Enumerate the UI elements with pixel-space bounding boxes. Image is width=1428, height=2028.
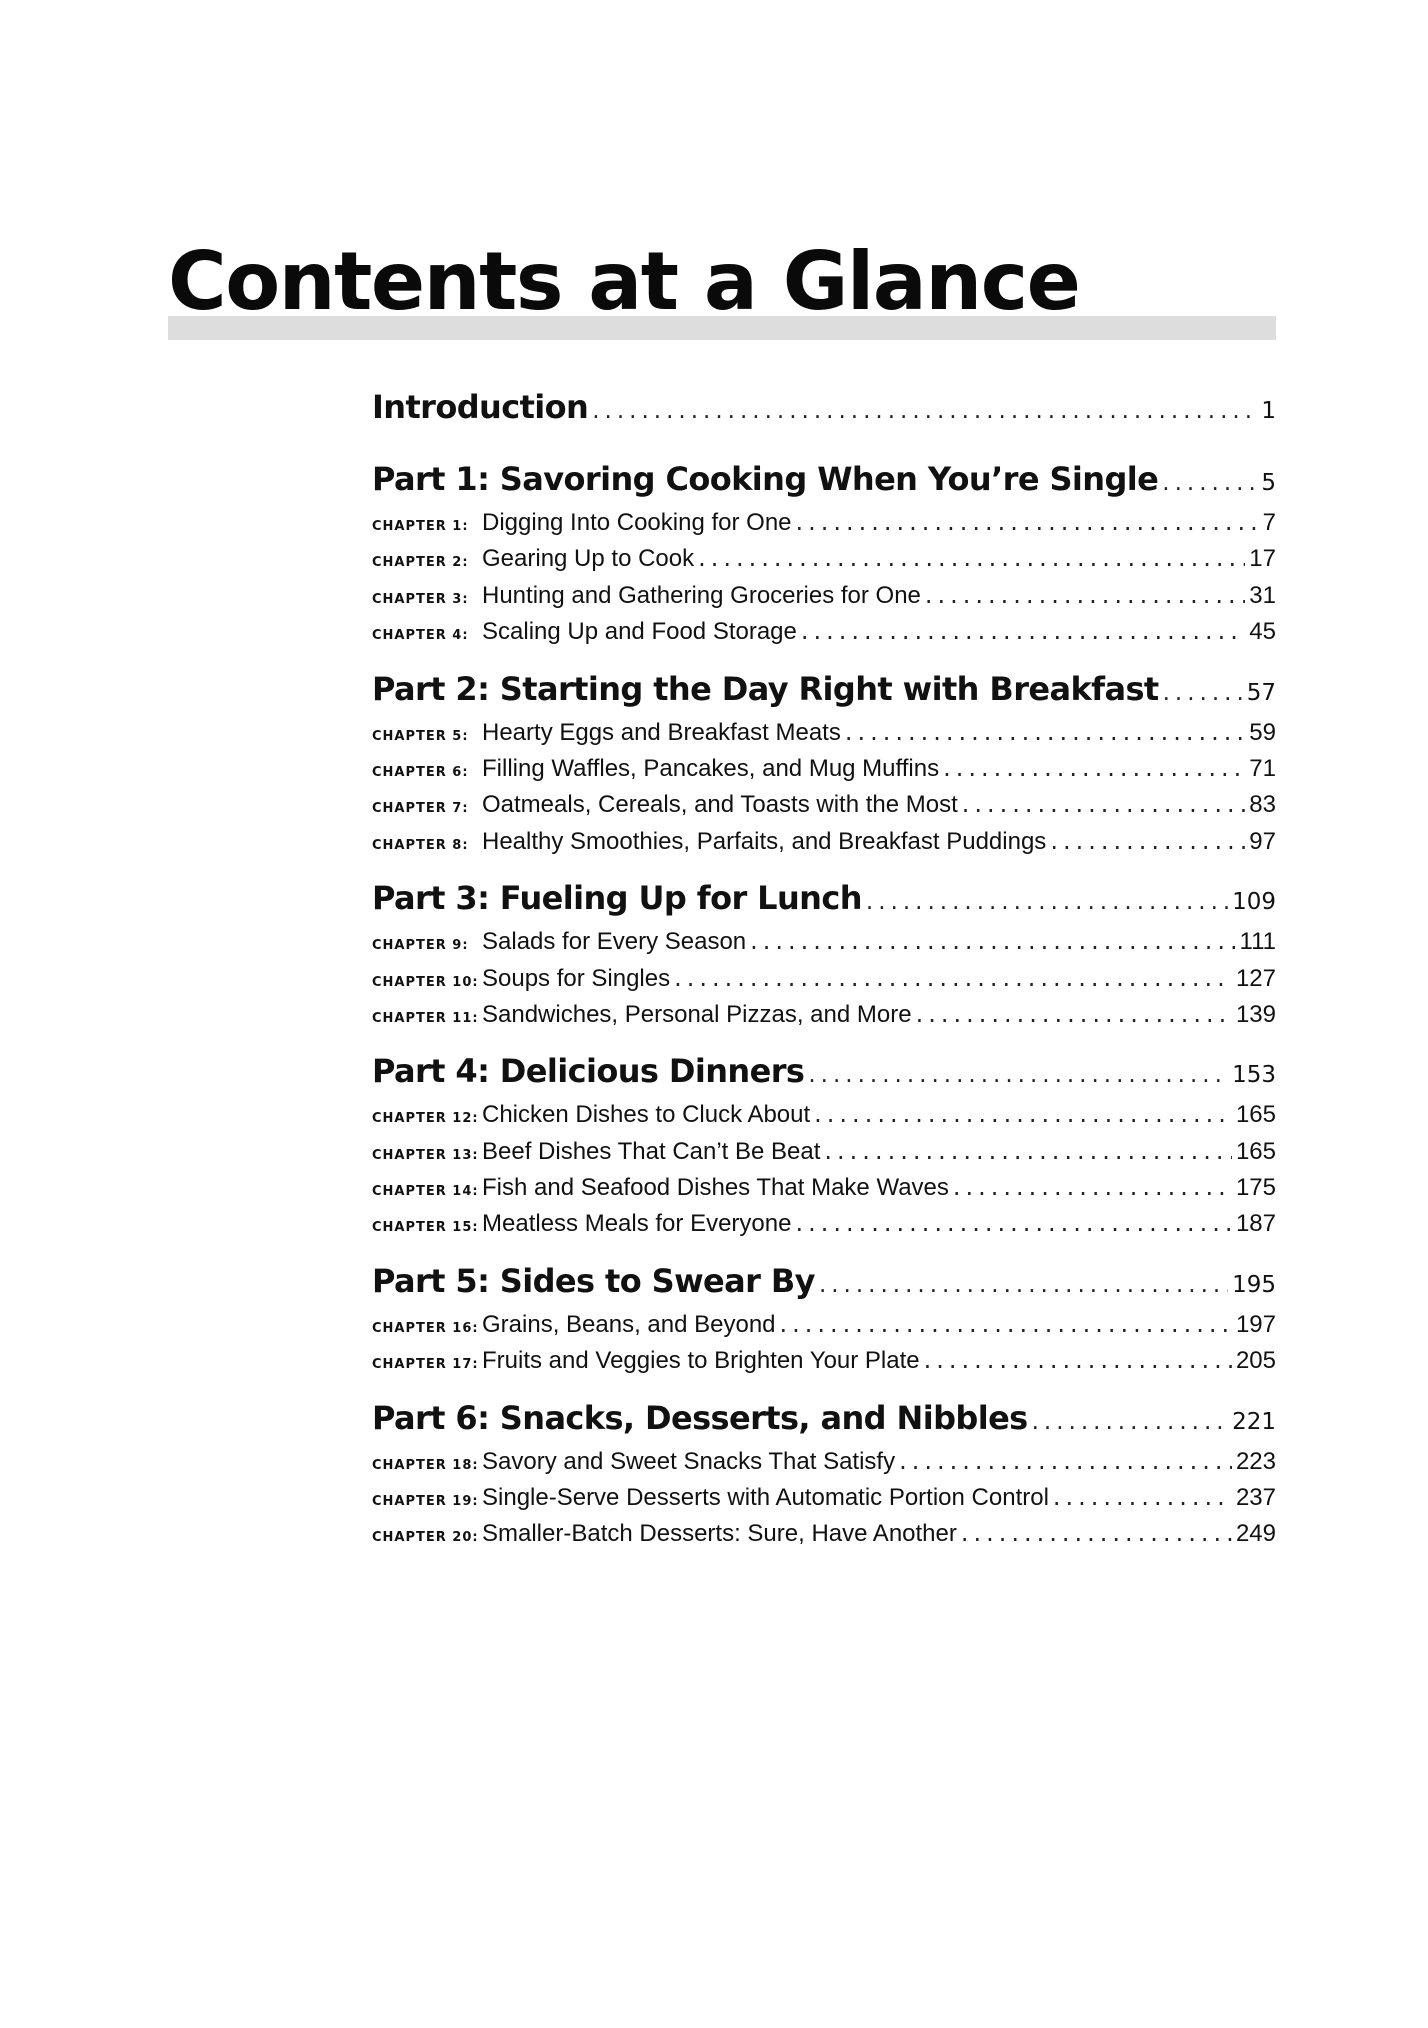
chapter-title: Smaller-Batch Desserts: Sure, Have Another bbox=[482, 1520, 957, 1548]
chapter-label: CHAPTER 11: bbox=[372, 1010, 479, 1026]
dot-leader bbox=[925, 581, 1245, 609]
chapter-page-number: 197 bbox=[1235, 1310, 1276, 1338]
chapter-page-number: 139 bbox=[1235, 1000, 1276, 1028]
toc-chapter-row[interactable] bbox=[372, 1483, 1276, 1519]
dot-leader bbox=[824, 1137, 1232, 1165]
toc-chapter-row[interactable] bbox=[372, 544, 1276, 580]
dot-leader bbox=[899, 1447, 1232, 1475]
dot-leader bbox=[819, 1272, 1228, 1298]
part-title: Part 2: Starting the Day Right with Breakfast bbox=[372, 669, 1159, 708]
chapter-title: Beef Dishes That Can’t Be Beat bbox=[482, 1137, 821, 1165]
toc-part-1[interactable] bbox=[372, 460, 1276, 508]
chapter-title: Hunting and Gathering Groceries for One bbox=[482, 581, 921, 609]
toc-chapter-row[interactable] bbox=[372, 790, 1276, 826]
dot-leader bbox=[866, 889, 1228, 915]
toc-chapter-row[interactable] bbox=[372, 1173, 1276, 1209]
part-page-number: 5 bbox=[1261, 470, 1276, 496]
toc-part-4[interactable] bbox=[372, 1052, 1276, 1100]
dot-leader bbox=[801, 617, 1245, 645]
dot-leader bbox=[796, 508, 1259, 536]
chapter-page-number: 165 bbox=[1235, 1137, 1276, 1165]
chapter-label: CHAPTER 15: bbox=[372, 1220, 479, 1236]
chapter-title: Scaling Up and Food Storage bbox=[482, 618, 797, 646]
dot-leader bbox=[943, 754, 1245, 782]
toc-chapter-row[interactable] bbox=[372, 1137, 1276, 1173]
chapter-label: CHAPTER 20: bbox=[372, 1530, 479, 1546]
dot-leader bbox=[1053, 1483, 1232, 1511]
chapter-title: Healthy Smoothies, Parfaits, and Breakfast Puddings bbox=[482, 827, 1047, 855]
toc-parts bbox=[372, 460, 1276, 1556]
dot-leader bbox=[750, 927, 1235, 955]
toc-chapter-row[interactable] bbox=[372, 1100, 1276, 1136]
toc-part-6[interactable] bbox=[372, 1399, 1276, 1447]
dot-leader bbox=[953, 1173, 1232, 1201]
chapter-title: Hearty Eggs and Breakfast Meats bbox=[482, 718, 841, 746]
toc-introduction[interactable] bbox=[372, 388, 1276, 444]
page-title: Contents at a Glance bbox=[168, 235, 1080, 328]
toc-part-2[interactable] bbox=[372, 670, 1276, 718]
part-page-number: 109 bbox=[1232, 889, 1276, 916]
dot-leader bbox=[916, 1000, 1232, 1028]
dot-leader bbox=[1163, 680, 1243, 706]
chapter-page-number: 97 bbox=[1249, 827, 1276, 855]
dot-leader bbox=[1032, 1409, 1228, 1435]
chapter-title: Soups for Singles bbox=[482, 964, 671, 992]
toc-introduction-page: 1 bbox=[1261, 398, 1276, 424]
toc-chapter-row[interactable] bbox=[372, 617, 1276, 653]
part-title: Part 5: Sides to Swear By bbox=[372, 1261, 815, 1300]
chapter-title: Meatless Meals for Everyone bbox=[482, 1210, 792, 1238]
chapter-page-number: 71 bbox=[1249, 754, 1276, 782]
chapter-label: CHAPTER 5: bbox=[372, 728, 469, 744]
toc-chapter-row[interactable] bbox=[372, 1447, 1276, 1483]
chapter-title: Chicken Dishes to Cluck About bbox=[482, 1101, 811, 1129]
dot-leader bbox=[795, 1209, 1231, 1237]
chapter-title: Oatmeals, Cereals, and Toasts with the Most bbox=[482, 791, 958, 819]
dot-leader bbox=[698, 544, 1245, 572]
chapter-title: Digging Into Cooking for One bbox=[482, 509, 792, 536]
dot-leader bbox=[962, 790, 1246, 818]
toc-chapter-row[interactable] bbox=[372, 827, 1276, 863]
part-title: Part 1: Savoring Cooking When You’re Single bbox=[372, 460, 1159, 498]
chapter-title: Fish and Seafood Dishes That Make Waves bbox=[482, 1174, 949, 1202]
chapter-page-number: 187 bbox=[1235, 1210, 1276, 1238]
dot-leader bbox=[1050, 827, 1245, 855]
chapter-page-number: 31 bbox=[1249, 581, 1276, 609]
chapter-label: CHAPTER 13: bbox=[372, 1147, 479, 1163]
dot-leader bbox=[814, 1100, 1232, 1128]
dot-leader bbox=[961, 1519, 1232, 1547]
toc-chapter-row[interactable] bbox=[372, 508, 1276, 544]
part-title: Part 4: Delicious Dinners bbox=[372, 1052, 805, 1091]
chapter-label: CHAPTER 1: bbox=[372, 519, 469, 534]
chapter-page-number: 7 bbox=[1262, 509, 1276, 536]
toc-chapter-row[interactable] bbox=[372, 581, 1276, 617]
chapter-label: CHAPTER 17: bbox=[372, 1357, 479, 1373]
toc-chapter-row[interactable] bbox=[372, 964, 1276, 1000]
chapter-title: Salads for Every Season bbox=[482, 928, 747, 956]
part-title: Part 6: Snacks, Desserts, and Nibbles bbox=[372, 1398, 1028, 1437]
chapter-title: Filling Waffles, Pancakes, and Mug Muffins bbox=[482, 754, 940, 782]
toc-introduction-title: Introduction bbox=[372, 388, 589, 426]
chapter-page-number: 59 bbox=[1249, 718, 1276, 746]
chapter-title: Single-Serve Desserts with Automatic Portion Control bbox=[482, 1484, 1049, 1512]
chapter-page-number: 205 bbox=[1235, 1347, 1276, 1375]
chapter-label: CHAPTER 9: bbox=[372, 938, 469, 954]
chapter-title: Grains, Beans, and Beyond bbox=[482, 1310, 776, 1338]
chapter-label: CHAPTER 7: bbox=[372, 801, 469, 817]
chapter-label: CHAPTER 2: bbox=[372, 555, 469, 571]
chapter-label: CHAPTER 8: bbox=[372, 837, 469, 853]
dot-leader bbox=[780, 1310, 1232, 1338]
title-block bbox=[168, 235, 1276, 342]
chapter-page-number: 111 bbox=[1239, 928, 1276, 956]
chapter-label: CHAPTER 6: bbox=[372, 764, 469, 780]
chapter-page-number: 237 bbox=[1235, 1484, 1276, 1512]
toc-part-5[interactable] bbox=[372, 1262, 1276, 1310]
dot-leader bbox=[845, 718, 1245, 746]
chapter-page-number: 127 bbox=[1235, 964, 1276, 992]
toc-part-3[interactable] bbox=[372, 879, 1276, 927]
toc-chapter-row[interactable] bbox=[372, 1000, 1276, 1036]
toc-chapter-row[interactable] bbox=[372, 1346, 1276, 1382]
dot-leader bbox=[924, 1346, 1232, 1374]
chapter-page-number: 83 bbox=[1249, 791, 1276, 819]
chapter-page-number: 223 bbox=[1235, 1447, 1276, 1475]
dot-leader bbox=[808, 1062, 1228, 1088]
chapter-page-number: 45 bbox=[1249, 618, 1276, 646]
chapter-label: CHAPTER 12: bbox=[372, 1111, 479, 1127]
chapter-title: Gearing Up to Cook bbox=[482, 545, 695, 573]
toc-chapter-row[interactable] bbox=[372, 1209, 1276, 1245]
chapter-title: Fruits and Veggies to Brighten Your Plate bbox=[482, 1347, 920, 1375]
chapter-page-number: 249 bbox=[1235, 1520, 1276, 1548]
dot-leader bbox=[1162, 470, 1257, 496]
chapter-label: CHAPTER 4: bbox=[372, 628, 469, 644]
chapter-label: CHAPTER 16: bbox=[372, 1320, 479, 1336]
toc-chapter-row[interactable] bbox=[372, 1519, 1276, 1555]
toc-chapter-row[interactable] bbox=[372, 927, 1276, 963]
chapter-page-number: 165 bbox=[1235, 1101, 1276, 1129]
part-page-number: 57 bbox=[1246, 679, 1276, 706]
dot-leader bbox=[674, 964, 1232, 992]
chapter-title: Savory and Sweet Snacks That Satisfy bbox=[482, 1447, 896, 1475]
chapter-label: CHAPTER 10: bbox=[372, 974, 479, 990]
chapter-page-number: 17 bbox=[1249, 545, 1276, 573]
dot-leader bbox=[592, 398, 1257, 424]
chapter-title: Sandwiches, Personal Pizzas, and More bbox=[482, 1000, 912, 1028]
part-page-number: 221 bbox=[1232, 1408, 1276, 1435]
chapter-label: CHAPTER 14: bbox=[372, 1184, 479, 1200]
table-of-contents bbox=[372, 388, 1276, 1556]
chapter-page-number: 175 bbox=[1235, 1174, 1276, 1202]
toc-chapter-row[interactable] bbox=[372, 718, 1276, 754]
toc-chapter-row[interactable] bbox=[372, 754, 1276, 790]
chapter-label: CHAPTER 3: bbox=[372, 591, 469, 607]
toc-chapter-row[interactable] bbox=[372, 1310, 1276, 1346]
chapter-label: CHAPTER 19: bbox=[372, 1494, 479, 1510]
part-page-number: 153 bbox=[1232, 1062, 1276, 1089]
part-page-number: 195 bbox=[1232, 1271, 1276, 1298]
chapter-label: CHAPTER 18: bbox=[372, 1457, 479, 1473]
part-title: Part 3: Fueling Up for Lunch bbox=[372, 879, 862, 918]
